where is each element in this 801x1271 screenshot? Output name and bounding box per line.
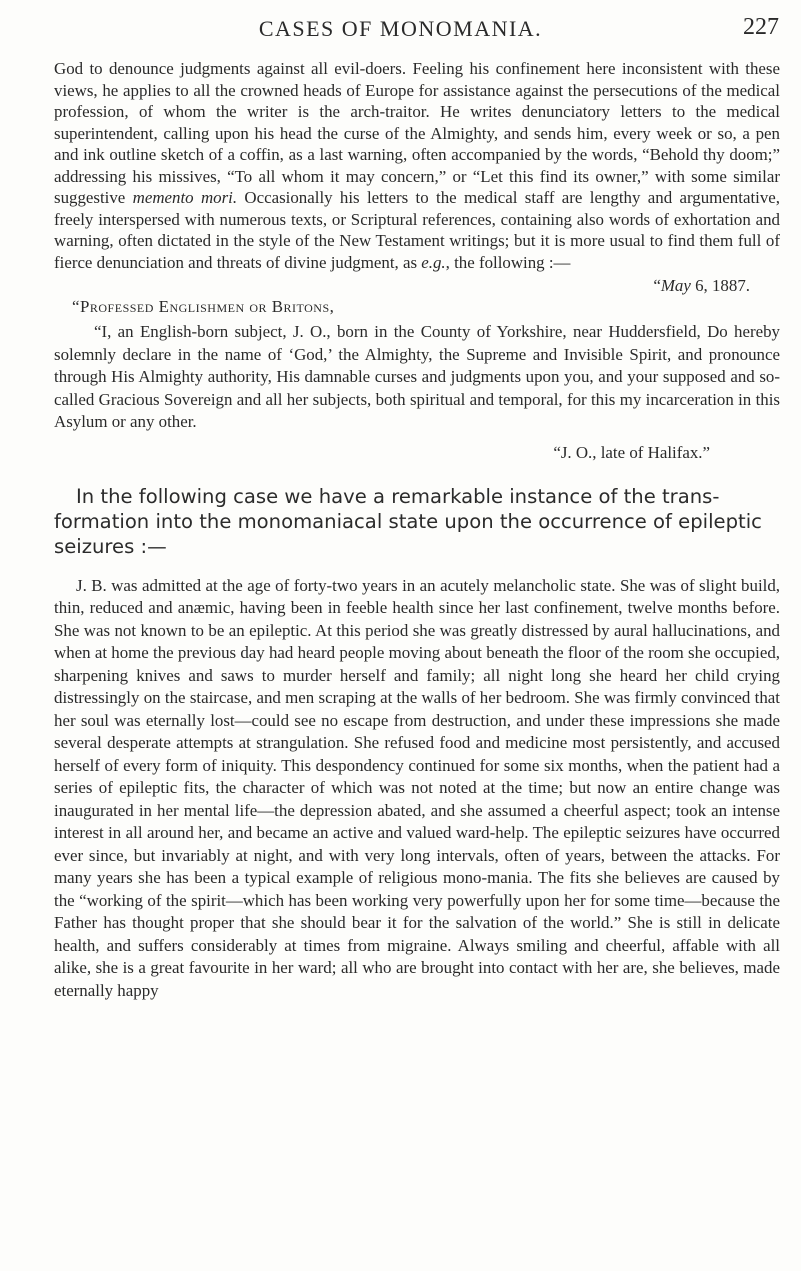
letter-date-day: 6, 1887. <box>690 276 750 295</box>
letter-date: “May 6, 1887. <box>653 276 750 295</box>
paragraph-text: , the following :— <box>445 252 571 272</box>
paragraph-text: God to denounce judgments against all evil-doers. Feeling his confinement here inconsistent with these views, he applies to all the crowned heads of Europe for assistance against the persecutions of the medical profession, of whom the writer is the arch-traitor. He writes denunciatory letters to the medical superintendent, calling upon his head the curse of the Almighty, and sends him, every week or so, a pen and ink outline sketch of a coffin, as a last warning, often accompanied by the words, “Behold thy doom;” addressing his missives, “To all whom it may concern,” or “Let this find its owner,” with some similar suggestive <box>54 59 780 207</box>
page-number: 227 <box>743 14 779 40</box>
case-introduction: In the following case we have a remarkable instance of the trans-formation into the monomaniacal state upon the occurrence of epileptic seizures :— <box>54 484 762 558</box>
case-description: J. B. was admitted at the age of forty-two years in an acutely melancholic state. She was of slight build, thin, reduced and anæmic, having been in feeble health since her last confinement, twelve months before. She was not known to be an epileptic. At this period she was greatly distressed by aural hallucinations, and when at home the previous day had heard people moving about beneath the floor of the room she occupied, sharpening knives and saws to murder herself and family; all night long she heard her child crying distressingly on the staircase, and men scraping at the walls of her bedroom. She was firmly convinced that her soul was eternally lost—could see no escape from destruction, and under these impressions she made several desperate attempts at strangulation. She refused food and medicine most persistently, and accused herself of every form of iniquity. This despondency continued for some six months, when the patient had a series of epileptic fits, the character of which was not noted at the time; but now an entire change was inaugurated in her mental life—the depression abated, and she assumed a cheerful aspect; took an intense interest in all around her, and became an active and valued ward-help. The epileptic seizures have occurred ever since, but invariably at night, and with very long intervals, often of years, between the attacks. For many years she has been a typical example of religious mono-mania. The fits she believes are caused by the “working of the spirit—which has been working very powerfully upon her for some time—because the Father has thought proper that she should bear it for the salvation of the world.” She is still in delicate health, and suffers considerably at times from migraine. Always smiling and cheerful, affable with all alike, she is a great favourite in her ward; all who are brought into contact with her are, she believes, made eternally happy <box>54 575 780 1000</box>
italic-abbreviation: e.g. <box>421 252 446 272</box>
letter-date-month: May <box>660 276 691 295</box>
paragraph-continuation <box>54 58 780 273</box>
letter-signature: “J. O., late of Halifax.” <box>553 442 710 462</box>
paragraph-text: Occasionally his letters to the medical staff are lengthy and argumentative, freely interspersed with numerous texts, or Scriptural references, containing also words of exhortation and warning, often dictated in the style of the New Testament writings; but it is more usual to find them full of fierce denunciation and threats of divine judgment, as <box>54 188 780 272</box>
letter-salutation: “Professed Englishmen or Britons, <box>72 297 335 316</box>
body-text <box>54 58 780 1002</box>
running-head <box>0 10 801 50</box>
running-title: CASES OF MONOMANIA. <box>258 16 543 41</box>
letter-body: “I, an English-born subject, J. O., born in the County of Yorkshire, near Huddersfield, Do hereby solemnly declare in the name of ‘God,’ the Almighty, the Supreme and Invisible Spirit, and pronounce through His Almighty authority, His damnable curses and judgments upon you, and your supposed and so-called Gracious Sovereign and all her subjects, both spiritual and temporal, for this my incarceration in this Asylum or any other. <box>54 322 780 431</box>
italic-phrase: memento mori. <box>132 188 238 207</box>
